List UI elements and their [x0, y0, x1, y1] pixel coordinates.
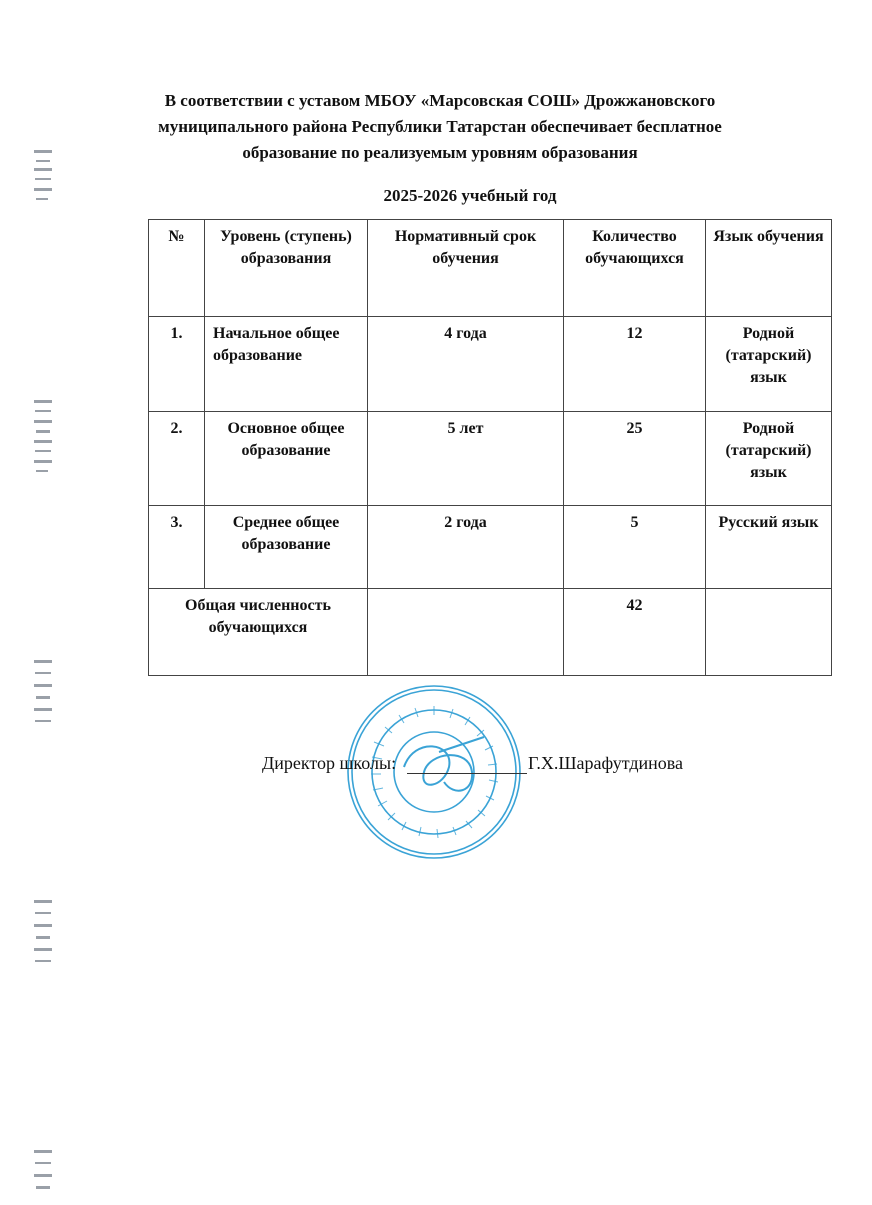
table-row	[149, 317, 832, 412]
row-term: 5 лет	[368, 412, 564, 505]
row-language: Родной (татарский) язык	[706, 412, 832, 505]
row-level: Основное общее образование	[205, 412, 368, 505]
table-header-row	[149, 220, 832, 317]
row-number: 1.	[149, 317, 205, 412]
row-number: 3.	[149, 505, 205, 588]
header-level: Уровень (ступень) образования	[205, 220, 368, 317]
row-term: 4 года	[368, 317, 564, 412]
row-count: 12	[564, 317, 706, 412]
academic-year: 2025-2026 учебный год	[383, 186, 557, 205]
row-language: Родной (татарский) язык	[706, 317, 832, 412]
row-number: 2.	[149, 412, 205, 505]
total-term	[368, 588, 564, 675]
table-total-row	[149, 588, 832, 675]
signature-block	[262, 753, 722, 783]
header-count: Количество обучающихся	[564, 220, 706, 317]
row-level: Среднее общее образование	[205, 505, 368, 588]
signature-line	[407, 773, 527, 774]
row-level: Начальное общее образование	[205, 317, 368, 412]
total-label: Общая численность обучающихся	[149, 588, 368, 675]
education-levels-table	[148, 219, 832, 676]
table-row	[149, 505, 832, 588]
header-number: №	[149, 220, 205, 317]
total-count: 42	[564, 588, 706, 675]
total-language	[706, 588, 832, 675]
table-row	[149, 412, 832, 505]
heading-line-2: муниципального района Республики Татарстан обеспечивает бесплатное	[158, 117, 722, 136]
director-name: Г.Х.Шарафутдинова	[528, 753, 684, 773]
row-count: 5	[564, 505, 706, 588]
row-count: 25	[564, 412, 706, 505]
director-label: Директор школы:	[262, 753, 397, 773]
header-term: Нормативный срок обучения	[368, 220, 564, 317]
document-heading	[140, 88, 740, 166]
row-term: 2 года	[368, 505, 564, 588]
heading-line-1: В соответствии с уставом МБОУ «Марсовская СОШ» Дрожжановского	[164, 91, 716, 110]
row-language: Русский язык	[706, 505, 832, 588]
scan-edge-marks	[30, 0, 60, 1200]
header-language: Язык обучения	[706, 220, 832, 317]
heading-line-3: образование по реализуемым уровням образования	[242, 143, 638, 162]
